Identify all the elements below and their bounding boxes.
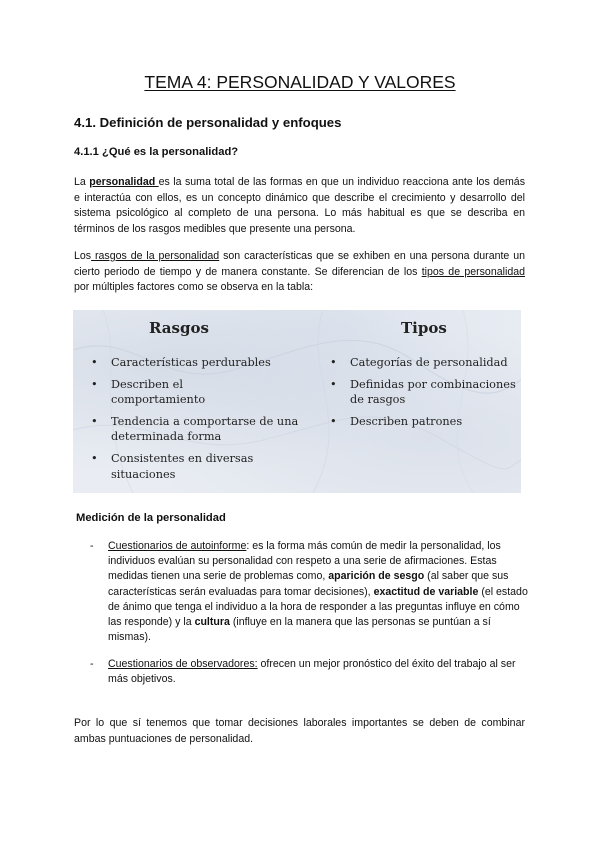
traits-vs-types-figure	[73, 310, 521, 493]
term-autoinforme: Cuestionarios de autoinforme	[108, 540, 247, 552]
item-text: Definidas por combinaciones de rasgos	[350, 377, 516, 407]
bullet-icon: •	[330, 414, 337, 428]
list-item	[89, 377, 231, 408]
term-personalidad: personalidad	[89, 176, 159, 188]
bold-text: exactitud de variable	[373, 585, 479, 598]
list-item	[328, 355, 521, 371]
bullet-icon: •	[330, 356, 337, 369]
text: ofrecen un mejor pronóstico del éxito del trabajo al ser más objetivos.	[108, 658, 516, 686]
traits-list	[89, 355, 311, 488]
item-text: Categorías de personalidad	[350, 356, 508, 369]
bullet-icon: •	[91, 451, 98, 465]
text: es la suma total de las formas en que un individuo reacciona ante los demás e interactúa con ellos, es un concepto dinámico que describe el crecimiento y desarrollo del sistema psicológico al completo de una persona. Lo más habitual es que se describa en términos de los rasgos medibles que presente una persona.	[74, 176, 525, 235]
section-heading: 4.1. Definición de personalidad y enfoques	[74, 115, 342, 130]
traits-heading: Rasgos	[149, 319, 209, 337]
link-tipos[interactable]: tipos de personalidad	[421, 265, 525, 278]
bullet-icon: •	[91, 377, 98, 391]
measurement-list	[90, 539, 530, 645]
dash-icon: -	[90, 658, 94, 670]
paragraph-definition	[74, 175, 525, 237]
list-item	[89, 355, 311, 371]
list-item	[90, 539, 530, 645]
bold-text: aparición de sesgo	[328, 570, 425, 583]
list-item	[328, 414, 521, 430]
bullet-icon: •	[330, 377, 337, 391]
item-text: Consistentes en diversas situaciones	[111, 451, 254, 481]
types-list	[328, 355, 521, 435]
text: La	[74, 176, 90, 188]
bullet-icon: •	[91, 356, 98, 369]
text: : es la forma más común de medir la personalidad, los individuos evalúan su personalidad con respeto a una serie de afirmaciones. Estas medidas tienen una serie de problemas como,	[108, 540, 501, 583]
text: (influye en la manera que las personas se puntúan a sí mismas).	[108, 616, 491, 644]
text: son características que se exhiben en una persona durante un cierto periodo de tiempo y de manera constante. Se diferencian de los	[74, 250, 526, 278]
item-text: Tendencia a comportarse de una determinada forma	[111, 414, 299, 444]
item-text: Describen el comportamiento	[111, 377, 206, 407]
text: Los	[74, 250, 92, 262]
measurement-list-2	[90, 657, 530, 687]
text: (al saber que sus características serán evaluadas para tomar decisiones),	[108, 570, 509, 598]
list-item	[328, 377, 521, 408]
dash-icon: -	[90, 540, 94, 552]
item-text: Características perdurables	[111, 356, 271, 369]
paragraph-traits	[74, 249, 525, 296]
measurement-heading: Medición de la personalidad	[76, 512, 226, 524]
item-text: Describen patrones	[350, 414, 463, 428]
list-item	[89, 451, 301, 482]
list-item	[90, 657, 530, 687]
paragraph-conclusion: Por lo que sí tenemos que tomar decisiones laborales importantes se deben de combinar ambas puntuaciones de personalidad.	[74, 717, 525, 745]
bold-text: cultura	[194, 616, 230, 629]
page-title: TEMA 4: PERSONALIDAD Y VALORES	[144, 72, 456, 92]
subsection-heading: 4.1.1 ¿Qué es la personalidad?	[74, 146, 239, 158]
term-observadores: Cuestionarios de observadores:	[108, 658, 258, 670]
bullet-icon: •	[91, 414, 98, 428]
list-item	[89, 414, 311, 445]
link-rasgos[interactable]: rasgos de la personalidad	[91, 250, 220, 262]
text: por múltiples factores como se observa en la tabla:	[74, 281, 314, 294]
text: (el estado de ánimo que tenga el individuo a la hora de responder a las preguntas influye en cómo las responde) y la	[108, 585, 528, 629]
types-heading: Tipos	[401, 319, 447, 337]
